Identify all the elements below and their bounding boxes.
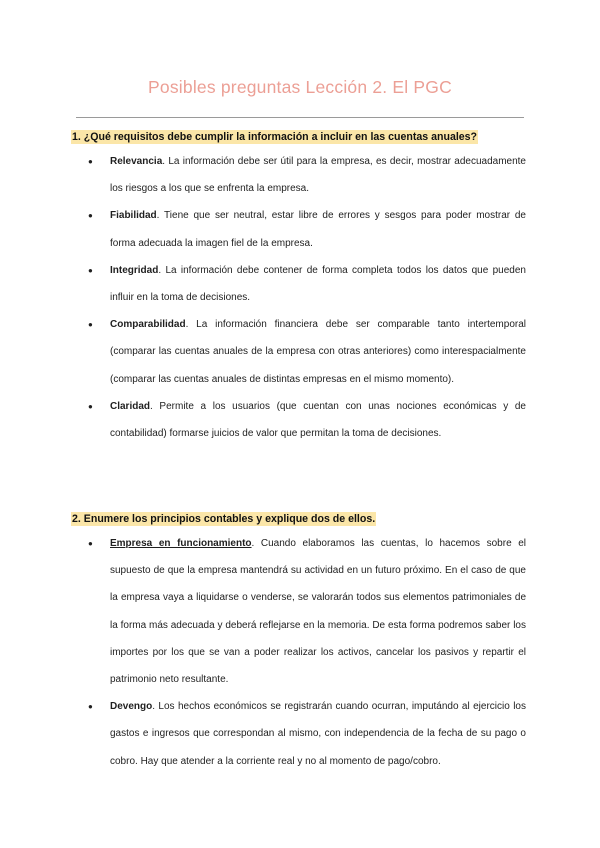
item-text: . Los hechos económicos se registrarán cuando ocurran, imputándo al ejercicio los gastos e ingresos que correspondan al mismo, con independencia de la fecha de su pago o cobro. Hay que atender a la corriente real y no al momento de pago/cobro. (110, 701, 526, 767)
question-2-heading (71, 512, 376, 526)
item-term: Empresa en funcionamiento (110, 538, 252, 549)
question-1-heading (71, 130, 478, 144)
page-title: Posibles preguntas Lección 2. El PGC (148, 77, 452, 97)
list-item (0, 148, 526, 202)
item-term: Comparabilidad (110, 319, 186, 331)
item-term: Claridad (110, 400, 151, 412)
list-item (0, 530, 526, 693)
item-text: . La información debe contener de forma completa todos los datos que pueden influir en la toma de decisiones. (110, 264, 526, 304)
question-1-text: 1. ¿Qué requisitos debe cumplir la información a incluir en las cuentas anuales? (72, 131, 478, 143)
item-text: . La información debe ser útil para la empresa, es decir, mostrar adecuadamente los riesgos a los que se enfrenta la empresa. (110, 156, 526, 195)
item-text: . Cuando elaboramos las cuentas, lo hacemos sobre el supuesto de que la empresa mantendrá su actividad en un futuro próximo. En el caso de que la empresa vaya a liquidarse o venderse, se valorarán todos sus elementos patrimoniales de la forma más adecuada y deberá reflejarse en la memoria. De esta forma podremos saber los importes por los que se van a poder realizar los activos, cancelar los pasivos y repartir el patrimonio neto resultante. (110, 538, 526, 686)
item-text: . Tiene que ser neutral, estar libre de errores y sesgos para poder mostrar de forma adecuada la imagen fiel de la empresa. (110, 210, 526, 249)
bullet: ● (88, 265, 93, 275)
list-item (0, 202, 526, 256)
bullet: ● (88, 401, 93, 411)
list-item (0, 311, 526, 393)
bullet: ● (88, 539, 93, 548)
question-2-list (0, 530, 600, 775)
list-item (0, 257, 526, 311)
bullet: ● (88, 211, 93, 221)
bullet: ● (88, 320, 93, 330)
item-text: . La información financiera debe ser comparable tanto intertemporal (comparar las cuentas anuales de la empresa con otras anteriores) como interespacialmente (comparar las cuentas anuales de distintas empresas en el mismo momento). (110, 319, 526, 385)
item-text: . Permite a los usuarios (que cuentan con unas nociones económicas y de contabilidad) formarse juicios de valor que permitan la toma de decisiones. (110, 400, 526, 440)
item-term: Devengo (110, 701, 153, 713)
bullet: ● (88, 157, 93, 166)
bullet: ● (88, 702, 93, 712)
title-divider (76, 117, 524, 118)
question-1-list (0, 148, 600, 447)
item-term: Relevancia (110, 156, 163, 167)
question-2-text: 2. Enumere los principios contables y explique dos de ellos. (72, 513, 376, 525)
list-item (0, 693, 526, 775)
item-term: Integridad (110, 264, 159, 276)
list-item (0, 393, 526, 447)
item-term: Fiabilidad (110, 210, 157, 222)
